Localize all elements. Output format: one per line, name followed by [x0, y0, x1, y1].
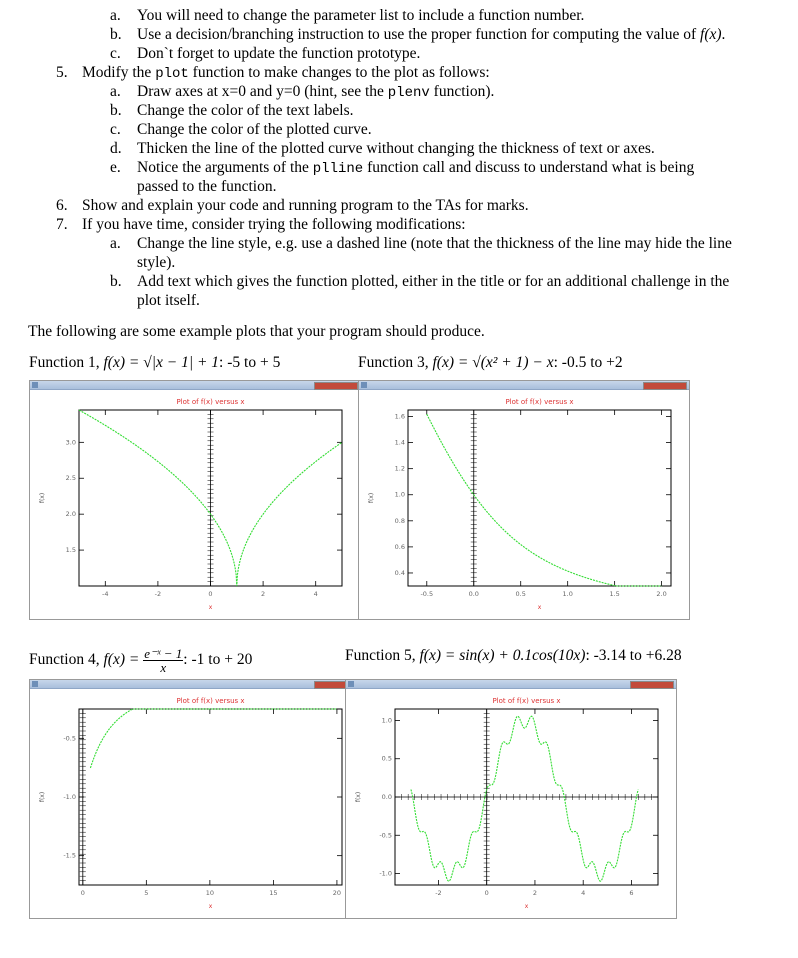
plot-window-function-1	[29, 380, 361, 620]
text-segment: function).	[429, 83, 495, 100]
instruction-label: b.	[110, 26, 122, 43]
plot-window-function-5	[345, 679, 677, 919]
x-tick-label: 0.5	[515, 590, 526, 598]
y-tick-label: -1.0	[63, 793, 76, 801]
code-token: plline	[312, 161, 364, 177]
y-tick-label: 1.4	[394, 438, 405, 447]
window-titlebar[interactable]	[346, 680, 676, 689]
plot-frame	[408, 410, 671, 586]
x-tick-label: -2	[435, 889, 442, 897]
y-tick-label: 2.0	[65, 510, 76, 519]
y-axis-label: f(x)	[39, 492, 46, 504]
caption-range: : -0.5 to +2	[553, 354, 623, 371]
instruction-text	[137, 140, 655, 158]
x-tick-label: 0	[208, 590, 213, 598]
text-segment: passed to the function.	[137, 178, 277, 195]
text-segment: f(x)	[700, 26, 722, 43]
text-segment: You will need to change the parameter list to include a function number.	[137, 7, 585, 24]
caption-function-1	[29, 354, 280, 372]
chart-title: Plot of f(x) versus x	[505, 398, 574, 406]
instruction-label: 5.	[56, 64, 68, 81]
caption-prefix: Function 4,	[29, 651, 100, 669]
text-segment: Change the color of the text labels.	[137, 102, 354, 119]
y-tick-label: 0.0	[381, 793, 392, 801]
window-controls[interactable]	[630, 681, 674, 689]
x-axis-label: x	[524, 903, 529, 910]
caption-prefix: Function 1,	[29, 354, 100, 371]
text-segment: style).	[137, 254, 176, 271]
x-tick-label: 2.0	[656, 590, 667, 598]
y-tick-label: 1.2	[394, 464, 405, 473]
y-tick-label: 1.6	[394, 412, 405, 421]
y-tick-label: -0.5	[379, 831, 392, 840]
x-tick-label: 5	[144, 889, 149, 897]
chart-function-3	[359, 390, 689, 619]
intro-text: The following are some example plots that your program should produce.	[28, 323, 485, 340]
x-tick-label: 2	[532, 889, 538, 897]
instruction-text	[137, 178, 276, 196]
instruction-text	[82, 216, 466, 234]
instruction-label: d.	[110, 140, 122, 157]
instruction-text	[137, 45, 420, 63]
app-icon	[32, 681, 38, 687]
caption-prefix: Function 5,	[345, 647, 416, 664]
instruction-text	[137, 273, 729, 291]
x-tick-label: 2	[261, 590, 266, 598]
curve-series	[427, 414, 662, 586]
instruction-text	[137, 7, 584, 25]
text-segment: Modify the	[82, 64, 156, 81]
text-segment: Change the color of the plotted curve.	[137, 121, 372, 138]
text-segment: plot itself.	[137, 292, 200, 309]
caption-function-4	[29, 647, 252, 674]
window-titlebar[interactable]	[30, 680, 360, 689]
x-tick-label: -4	[102, 590, 109, 598]
text-segment: Change the line style, e.g. use a dashed line (note that the thickness of the line may hide the line	[137, 235, 732, 252]
text-segment: If you have time, consider trying the following modifications:	[82, 216, 466, 233]
x-tick-label: 15	[269, 889, 278, 897]
caption-formula: f(x) = √(x² + 1) − x	[432, 354, 554, 371]
x-tick-label: 1.5	[609, 590, 620, 598]
y-tick-label: 3.0	[65, 438, 76, 447]
instruction-text	[137, 254, 175, 272]
plot-frame	[79, 709, 342, 885]
y-tick-label: -1.0	[379, 869, 392, 878]
instruction-label: 6.	[56, 197, 68, 214]
instruction-label: e.	[110, 159, 121, 176]
code-token: plenv	[387, 85, 430, 101]
caption-fraction	[143, 647, 183, 674]
x-tick-label: 10	[205, 889, 215, 897]
chart-title: Plot of f(x) versus x	[492, 697, 561, 705]
plot-window-function-4	[29, 679, 361, 919]
window-controls[interactable]	[314, 382, 358, 390]
chart-function-5	[346, 689, 676, 918]
x-tick-label: 0.0	[468, 590, 479, 598]
x-axis-label: x	[537, 604, 542, 611]
y-tick-label: 1.0	[381, 716, 392, 725]
window-controls[interactable]	[643, 382, 687, 390]
curve-series	[90, 709, 336, 768]
text-segment: .	[721, 26, 726, 43]
instruction-text	[137, 26, 725, 44]
curve-series	[411, 716, 638, 881]
x-tick-label: 1.0	[562, 590, 573, 598]
y-axis-label: f(x)	[368, 492, 375, 504]
caption-function-5	[345, 647, 682, 665]
y-tick-label: 0.4	[394, 568, 405, 577]
app-icon	[32, 382, 38, 388]
caption-prefix: Function 3,	[358, 354, 429, 371]
instruction-text	[82, 197, 529, 215]
fraction-numerator: e⁻ˣ − 1	[144, 646, 183, 661]
chart-title: Plot of f(x) versus x	[176, 697, 245, 705]
chart-function-1	[30, 390, 360, 619]
text-segment: Show and explain your code and running program to the TAs for marks.	[82, 197, 529, 214]
instruction-label: a.	[110, 83, 121, 100]
caption-range: : -3.14 to +6.28	[585, 647, 682, 664]
x-tick-label: 4	[313, 590, 318, 598]
instruction-label: b.	[110, 273, 122, 290]
x-tick-label: 20	[332, 889, 342, 897]
caption-function-3	[358, 354, 623, 372]
caption-range: : -1 to + 20	[183, 651, 253, 669]
y-tick-label: 1.0	[394, 490, 405, 499]
instruction-label: c.	[110, 121, 121, 138]
chart-title: Plot of f(x) versus x	[176, 398, 245, 406]
y-tick-label: 2.5	[65, 474, 76, 483]
instruction-label: 7.	[56, 216, 68, 233]
y-axis-label: f(x)	[39, 791, 46, 803]
x-axis-label: x	[208, 903, 213, 910]
x-axis-label: x	[208, 604, 213, 611]
text-segment: Draw axes at x=0 and y=0 (hint, see the	[137, 83, 388, 100]
fraction-denominator: x	[160, 660, 167, 675]
instruction-text	[82, 64, 490, 83]
code-token: plot	[155, 66, 189, 82]
text-segment: Thicken the line of the plotted curve without changing the thickness of text or axes.	[137, 140, 655, 157]
y-axis-label: f(x)	[355, 791, 362, 803]
plot-window-function-3	[358, 380, 690, 620]
instruction-label: a.	[110, 235, 121, 252]
x-tick-label: 6	[629, 889, 634, 897]
caption-formula: f(x) = √|x − 1| + 1	[103, 354, 220, 371]
caption-formula-lhs: f(x) =	[103, 651, 140, 669]
text-segment: Add text which gives the function plotted, either in the title or for an additional challenge in the	[137, 273, 730, 290]
chart-function-4	[30, 689, 360, 918]
instruction-text	[137, 235, 732, 253]
y-tick-label: -1.5	[63, 851, 76, 860]
instruction-text	[137, 102, 354, 120]
instruction-text	[137, 159, 694, 178]
y-tick-label: 0.5	[381, 754, 392, 763]
instruction-label: a.	[110, 7, 121, 24]
text-segment: Use a decision/branching instruction to use the proper function for computing the value of	[137, 26, 701, 43]
instruction-text	[137, 121, 372, 139]
text-segment: Notice the arguments of the	[137, 159, 313, 176]
x-tick-label: -2	[154, 590, 162, 598]
text-segment: function call and discuss to understand what is being	[363, 159, 695, 176]
instruction-text	[137, 292, 200, 310]
instruction-text	[137, 83, 494, 102]
x-tick-label: 0	[484, 889, 489, 897]
text-segment: Don`t forget to update the function prototype.	[137, 45, 421, 62]
window-titlebar[interactable]	[30, 381, 360, 390]
y-tick-label: -0.5	[63, 734, 76, 743]
y-tick-label: 0.6	[394, 542, 405, 551]
x-tick-label: 4	[581, 889, 586, 897]
caption-range: : -5 to + 5	[219, 354, 281, 371]
caption-formula: f(x) = sin(x) + 0.1cos(10x)	[419, 647, 586, 664]
y-tick-label: 1.5	[65, 546, 76, 555]
app-icon	[361, 382, 367, 388]
x-tick-label: -0.5	[420, 590, 434, 598]
y-tick-label: 0.8	[394, 516, 405, 525]
app-icon	[348, 681, 354, 687]
text-segment: function to make changes to the plot as follows:	[188, 64, 490, 81]
window-titlebar[interactable]	[359, 381, 689, 390]
x-tick-label: 0	[80, 889, 85, 897]
instruction-label: c.	[110, 45, 121, 62]
instruction-label: b.	[110, 102, 122, 119]
